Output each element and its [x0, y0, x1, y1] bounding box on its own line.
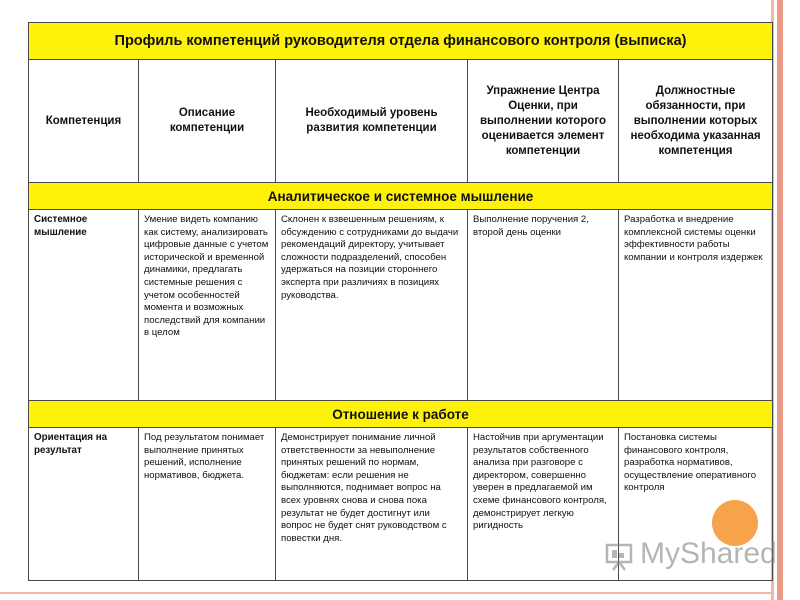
table-title-row	[29, 23, 773, 60]
header-assessment-exercise: Упражнение Центра Оценки, при выполнении которого оценивается элемент компетенции	[468, 60, 619, 183]
watermark-text: MyShared	[640, 537, 777, 570]
competency-table	[28, 22, 773, 581]
cell-competency: Ориентация на результат	[29, 428, 139, 581]
slide-border-bottom	[0, 592, 771, 594]
section-row	[29, 183, 773, 210]
cell-job-duties: Разработка и внедрение комплексной системы оценки эффективности работы компании и контроля издержек	[619, 210, 773, 401]
cell-job-duties: Постановка системы финансового контроля, разработка нормативов, осуществление оперативного контроля	[619, 428, 773, 581]
cell-required-level: Демонстрирует понимание личной ответственности за невыполнение принятых решений по нормам, бюджетам: если решения не выполняются, поднимает вопрос на всех уровнях снова и снова пока результат не будет достигнут или вопрос не будет снят руководством с повестки дня.	[276, 428, 468, 581]
table-header-row	[29, 60, 773, 183]
slide-border-right-outer	[777, 0, 783, 600]
cell-competency: Системное мышление	[29, 210, 139, 401]
cell-assessment-exercise: Выполнение поручения 2, второй день оценки	[468, 210, 619, 401]
header-job-duties: Должностные обязанности, при выполнении которых необходима указанная компетенция	[619, 60, 773, 183]
section-title-attitude: Отношение к работе	[29, 401, 773, 428]
presentation-board-icon	[604, 541, 634, 571]
header-description: Описание компетенции	[139, 60, 276, 183]
cell-required-level: Склонен к взвешенным решениям, к обсуждению с сотрудниками до выдачи рекомендаций директору, учитывает сложности подразделений, способен удержаться на позиции стороннего эксперта при различиях в позициях руководства.	[276, 210, 468, 401]
table-row	[29, 210, 773, 401]
header-competency: Компетенция	[29, 60, 139, 183]
cell-description: Под результатом понимает выполнение принятых решений, исполнение нормативов, бюджета.	[139, 428, 276, 581]
table-title: Профиль компетенций руководителя отдела финансового контроля (выписка)	[29, 23, 773, 60]
header-required-level: Необходимый уровень развития компетенции	[276, 60, 468, 183]
section-row	[29, 401, 773, 428]
cell-assessment-exercise: Настойчив при аргументации результатов собственного анализа при разговоре с директором, совершенно уверен в предлагаемой им схеме финансового контроля, демонстрирует легкую ригидность	[468, 428, 619, 581]
section-title-analytical: Аналитическое и системное мышление	[29, 183, 773, 210]
cell-description: Умение видеть компанию как систему, анализировать цифровые данные с учетом исторической и временной динамики, предлагать системные решения с учетом особенностей момента и возможных последствий для компании в целом	[139, 210, 276, 401]
